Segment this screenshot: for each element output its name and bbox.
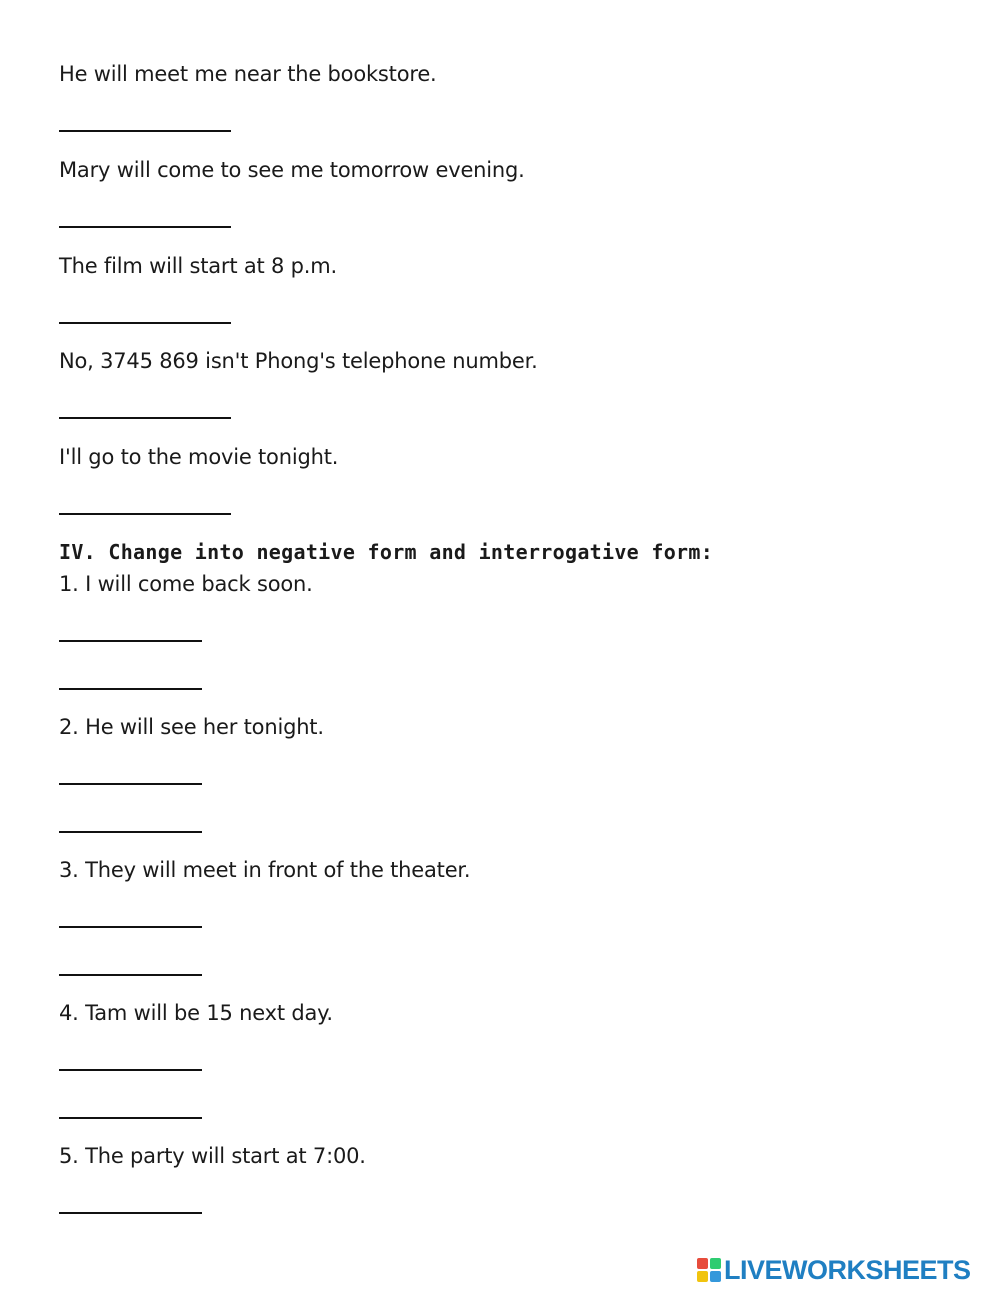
interrogative-answer-blank[interactable] [59, 831, 202, 833]
negative-answer-blank[interactable] [59, 783, 202, 785]
negative-answer-blank[interactable] [59, 640, 202, 642]
section-heading: IV. Change into negative form and interrogative form: [59, 540, 714, 564]
question-sentence: Mary will come to see me tomorrow evening. [59, 158, 525, 182]
question-sentence: I'll go to the movie tonight. [59, 445, 339, 469]
logo-block-blue [710, 1271, 721, 1282]
question-sentence: The film will start at 8 p.m. [59, 254, 338, 278]
liveworksheets-logo-icon [697, 1258, 721, 1282]
exercise-sentence: 3. They will meet in front of the theater. [59, 858, 471, 882]
exercise-sentence: 5. The party will start at 7:00. [59, 1144, 366, 1168]
exercise-sentence: 1. I will come back soon. [59, 572, 313, 596]
logo-block-red [697, 1258, 708, 1269]
logo-block-green [710, 1258, 721, 1269]
brand-name: LIVEWORKSHEETS [724, 1254, 971, 1285]
exercise-sentence: 4. Tam will be 15 next day. [59, 1001, 333, 1025]
negative-answer-blank[interactable] [59, 926, 202, 928]
question-sentence: No, 3745 869 isn't Phong's telephone number. [59, 349, 538, 373]
answer-blank[interactable] [59, 417, 231, 419]
interrogative-answer-blank[interactable] [59, 974, 202, 976]
exercise-sentence: 2. He will see her tonight. [59, 715, 324, 739]
interrogative-answer-blank[interactable] [59, 1117, 202, 1119]
interrogative-answer-blank[interactable] [59, 688, 202, 690]
answer-blank[interactable] [59, 322, 231, 324]
question-sentence: He will meet me near the bookstore. [59, 62, 437, 86]
negative-answer-blank[interactable] [59, 1212, 202, 1214]
liveworksheets-logo [697, 1255, 971, 1285]
answer-blank[interactable] [59, 226, 231, 228]
answer-blank[interactable] [59, 513, 231, 515]
negative-answer-blank[interactable] [59, 1069, 202, 1071]
logo-block-yellow [697, 1271, 708, 1282]
answer-blank[interactable] [59, 130, 231, 132]
